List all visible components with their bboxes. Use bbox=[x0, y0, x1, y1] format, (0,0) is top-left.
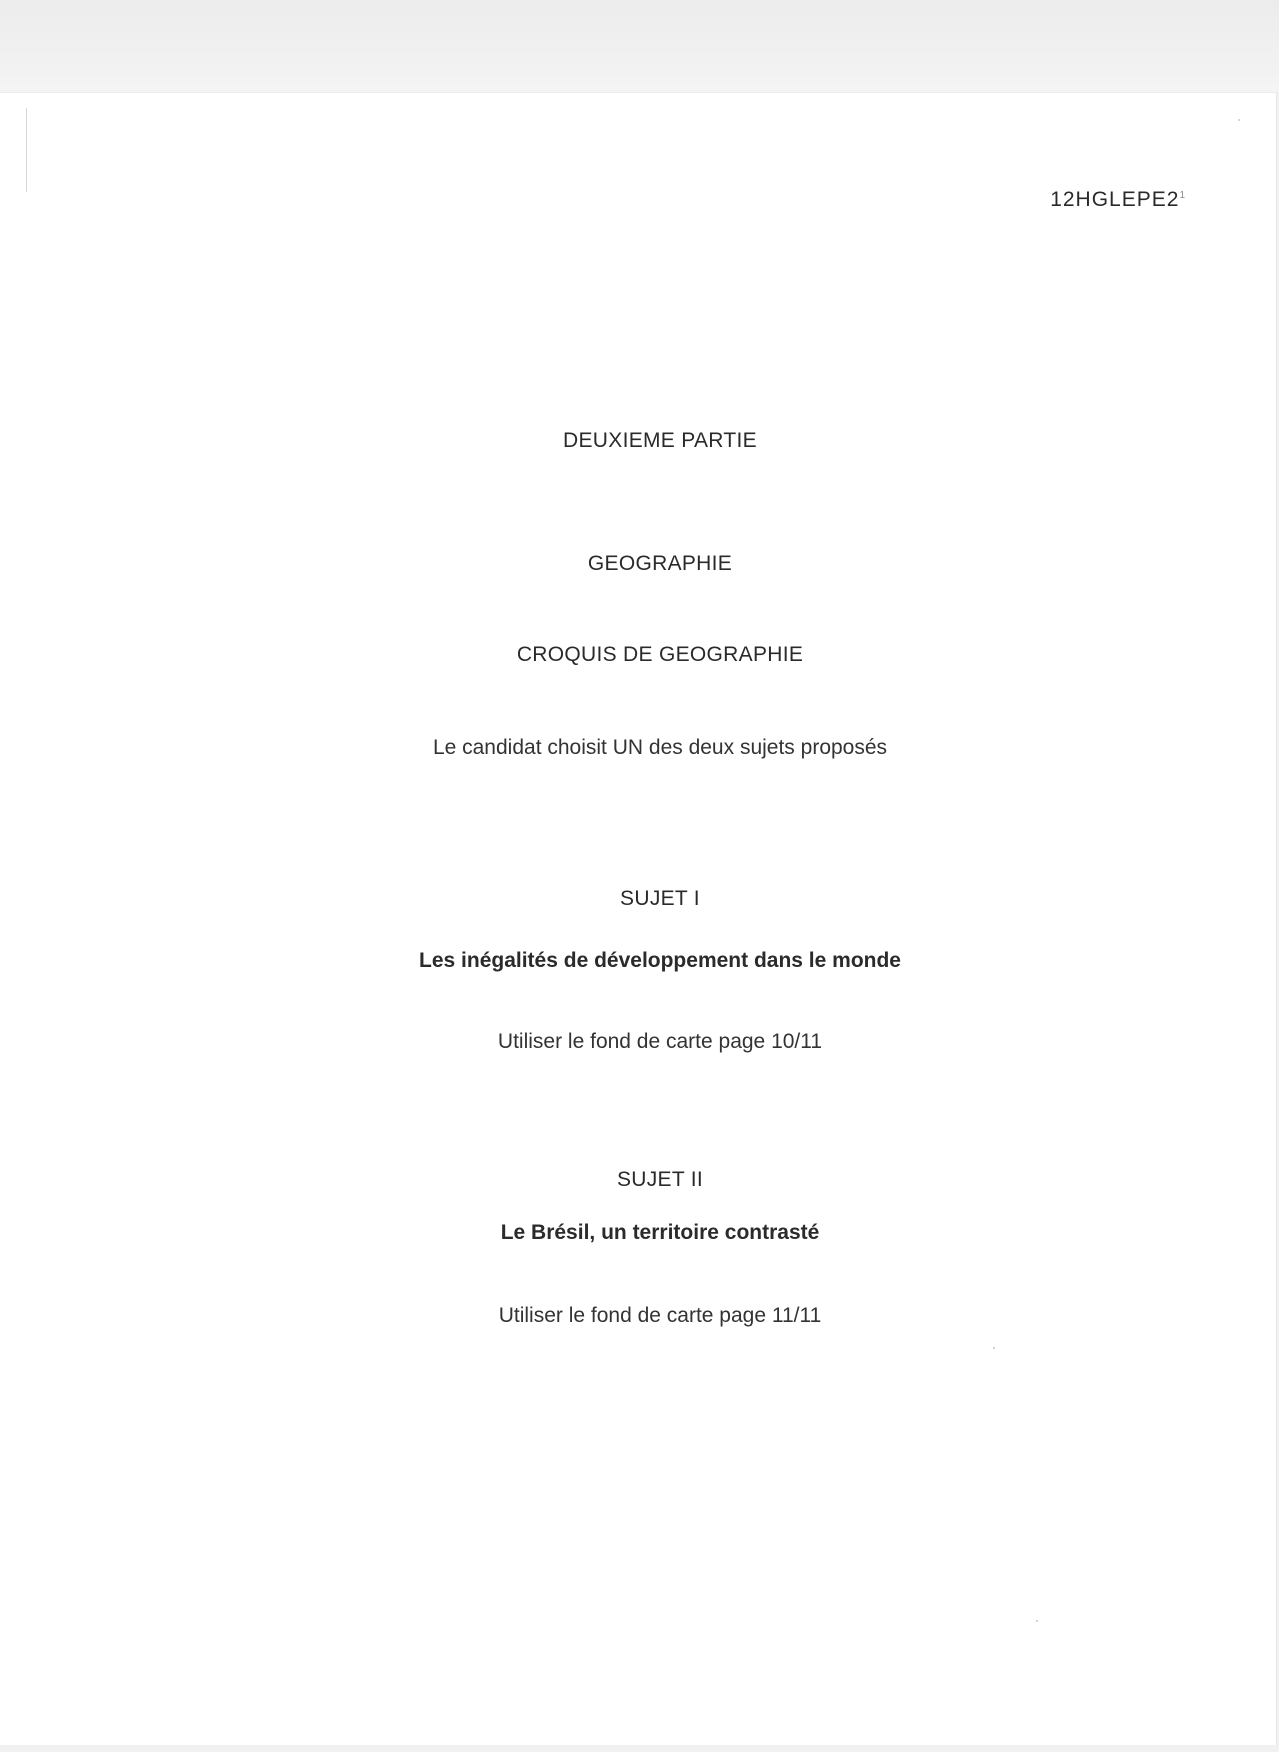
reference-mark: 1 bbox=[1179, 190, 1186, 201]
reference-code: 12HGLEPE2 bbox=[1050, 188, 1180, 211]
document-page bbox=[0, 92, 1277, 1745]
part-heading: DEUXIEME PARTIE bbox=[563, 429, 757, 452]
scan-speck bbox=[993, 1347, 995, 1349]
document-reference bbox=[1050, 188, 1186, 212]
scan-speck bbox=[1036, 1620, 1038, 1622]
sujet-2-title: Le Brésil, un territoire contrasté bbox=[500, 1221, 820, 1244]
sujet-2-note: Utiliser le fond de carte page 11/11 bbox=[498, 1304, 822, 1327]
sujet-1-label: SUJET I bbox=[620, 887, 700, 910]
sujet-1-title: Les inégalités de développement dans le monde bbox=[419, 949, 901, 972]
sujet-2-label: SUJET II bbox=[616, 1168, 704, 1191]
subject-area-heading: GEOGRAPHIE bbox=[587, 552, 733, 575]
instruction-text: Le candidat choisit UN des deux sujets proposés bbox=[432, 736, 888, 759]
exercise-heading: CROQUIS DE GEOGRAPHIE bbox=[516, 643, 804, 666]
scan-top-strip bbox=[0, 0, 1279, 92]
sujet-1-note: Utiliser le fond de carte page 10/11 bbox=[497, 1030, 823, 1053]
scan-speck bbox=[1238, 119, 1240, 121]
margin-mark bbox=[26, 108, 27, 192]
